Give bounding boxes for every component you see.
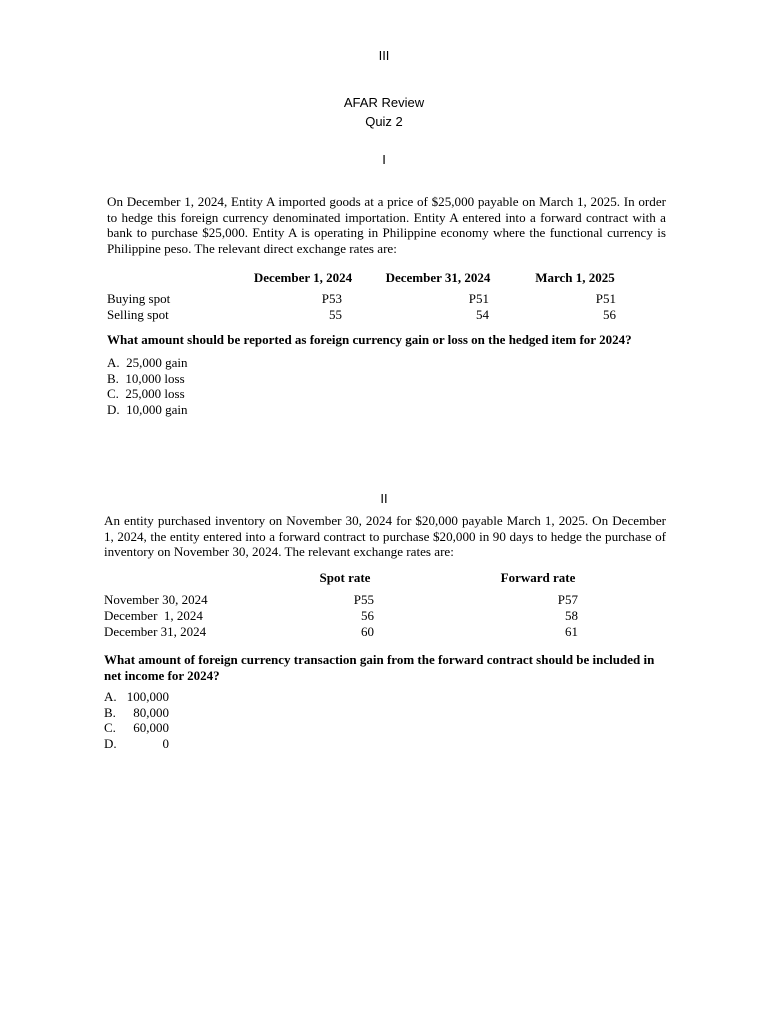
option-c (107, 386, 188, 402)
option-letter: D. (104, 735, 117, 751)
option-d (107, 402, 188, 418)
option-text: 60,000 (133, 720, 169, 735)
option-text: 25,000 loss (125, 386, 185, 401)
p2-cell-nov30-spot: P55 (353, 592, 374, 607)
problem2-options (104, 689, 174, 751)
option-letter: C. (104, 720, 116, 735)
p1-cell-buying-dec1: P53 (321, 291, 342, 306)
option-d (104, 736, 174, 752)
p1-col-header-dec1: December 1, 2024 (253, 270, 353, 285)
p1-cell-buying-mar1: P51 (595, 291, 616, 306)
p1-col-header-mar1: March 1, 2025 (535, 270, 615, 285)
p1-cell-buying-dec31: P51 (468, 291, 489, 306)
option-text: 0 (162, 735, 169, 751)
p1-row-label-buying: Buying spot (107, 291, 171, 306)
option-letter: C. (107, 386, 119, 401)
page-top-numeral: III (378, 48, 390, 63)
option-text: 80,000 (133, 704, 169, 720)
p1-cell-selling-mar1: 56 (603, 307, 616, 322)
option-a (107, 355, 188, 371)
problem1-numeral: I (382, 152, 386, 167)
problem2-rates-table (0, 570, 768, 642)
quiz-title: Quiz 2 (365, 114, 403, 129)
problem1-question: What amount should be reported as foreign currency gain or loss on the hedged item for 2024? (107, 332, 632, 347)
p1-col-header-dec31: December 31, 2024 (385, 270, 491, 285)
p2-row-label-nov30: November 30, 2024 (104, 592, 208, 607)
course-title: AFAR Review (343, 95, 425, 110)
p2-cell-nov30-forward: P57 (557, 592, 578, 607)
option-text: 10,000 gain (126, 401, 188, 417)
option-text: 10,000 loss (125, 370, 185, 386)
option-letter: D. (107, 401, 120, 417)
p1-row-label-selling: Selling spot (107, 307, 169, 322)
option-text: 100,000 (126, 689, 169, 704)
option-b (107, 371, 188, 387)
p2-col-header-forward: Forward rate (500, 570, 576, 585)
p1-cell-selling-dec31: 54 (476, 307, 489, 322)
option-c (104, 720, 174, 736)
p2-cell-dec31-spot: 60 (361, 624, 374, 639)
option-letter: A. (107, 355, 120, 370)
option-letter: B. (107, 370, 119, 386)
problem1-rates-table (0, 270, 768, 326)
p2-col-header-spot: Spot rate (319, 570, 371, 585)
p2-cell-dec1-forward: 58 (565, 608, 578, 623)
problem1-options (107, 355, 188, 417)
option-letter: A. (104, 689, 117, 704)
p2-cell-dec1-spot: 56 (361, 608, 374, 623)
p2-cell-dec31-forward: 61 (565, 624, 578, 639)
problem2-question: What amount of foreign currency transaction gain from the forward contract should be included in net income for 2024? (104, 652, 655, 683)
problem2-paragraph: An entity purchased inventory on November 30, 2024 for $20,000 payable March 1, 2025. On December 1, 2024, the entity entered into a forward contract to purchase $20,000 in 90 days to hedge the purchase of inventory on November 30, 2024. The relevant exchange rates are: (104, 513, 666, 559)
p2-row-label-dec31: December 31, 2024 (104, 624, 207, 639)
option-text: 25,000 gain (126, 355, 188, 370)
p1-cell-selling-dec1: 55 (329, 307, 342, 322)
option-b (104, 705, 174, 721)
option-letter: B. (104, 704, 116, 720)
option-a (104, 689, 174, 705)
problem1-paragraph: On December 1, 2024, Entity A imported goods at a price of $25,000 payable on March 1, 2025. In order to hedge this foreign currency denominated importation. Entity A entered into a forward contract with a bank to purchase $25,000. Entity A is operating in Philippine economy where the functional currency is Philippine peso. The relevant direct exchange rates are: (107, 194, 666, 256)
problem2-numeral: II (380, 491, 388, 506)
p2-row-label-dec1: December 1, 2024 (104, 608, 203, 623)
